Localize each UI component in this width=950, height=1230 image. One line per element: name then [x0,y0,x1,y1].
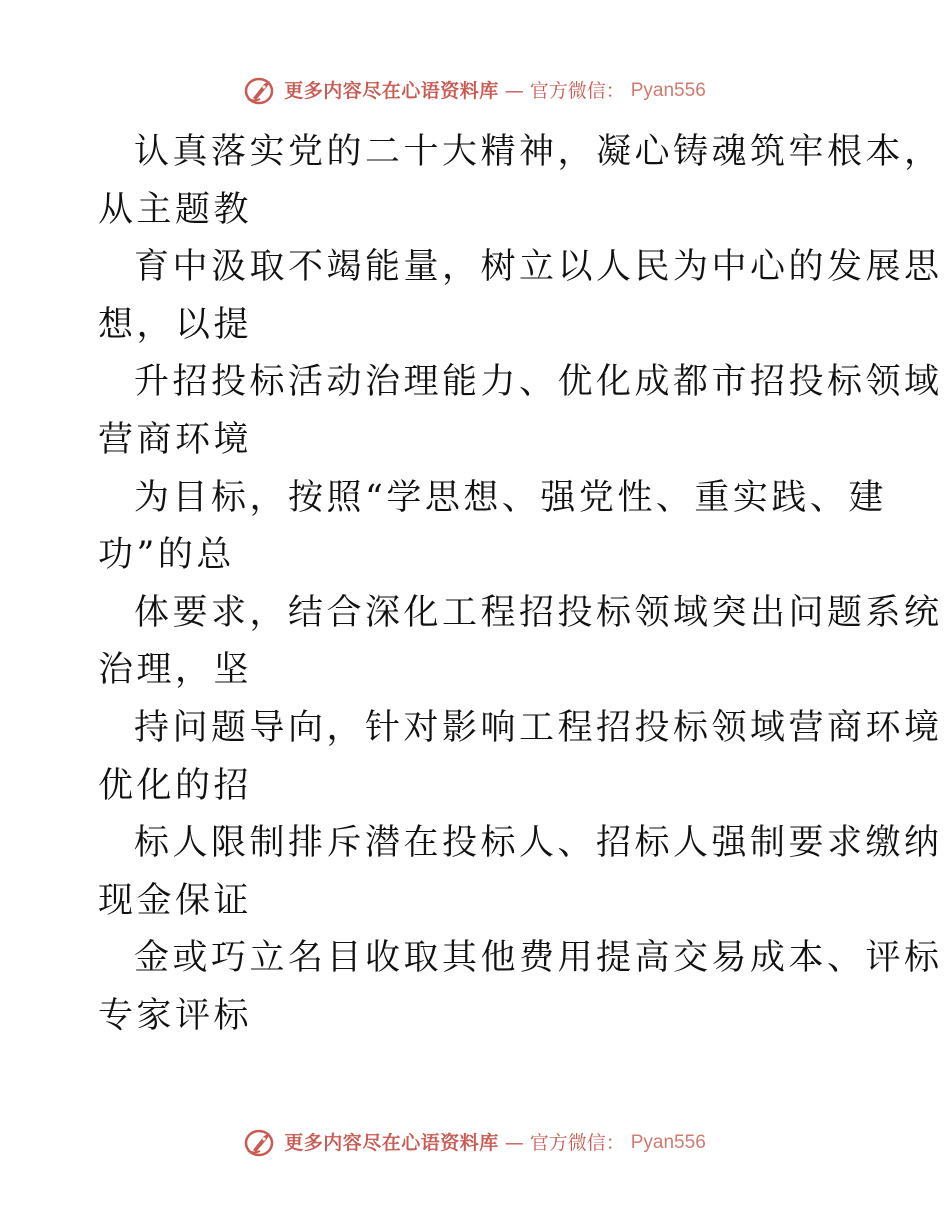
body-line: 从主题教 [98,189,253,230]
body-line: 专家评标 [98,995,253,1036]
brand-text: 更多内容尽在心语资料库 [284,1132,499,1154]
document-body [98,124,943,1046]
body-line: 标人限制排斥潜在投标人、招标人强制要求缴纳 [134,823,943,864]
wechat-label: 官方微信： [529,80,625,102]
body-line: 体要求，结合深化工程招投标领域突出问题系统 [134,592,943,633]
body-line: 金或巧立名目收取其他费用提高交易成本、评标 [134,938,943,979]
body-line: 营商环境 [98,419,253,460]
wechat-id: Pyan556 [630,80,706,101]
body-line: 为目标，按照“学思想、强党性、重实践、建 [134,477,887,518]
body-line: 想，以提 [98,304,253,345]
body-line: 认真落实党的二十大精神，凝心铸魂筑牢根本， [134,132,943,172]
pen-nib-logo-icon [244,1128,278,1158]
wechat-label: 官方微信： [529,1132,625,1154]
footer-watermark [0,1128,950,1158]
body-line: 现金保证 [98,880,253,921]
separator-dash: — [504,1132,524,1154]
body-line: 升招投标活动治理能力、优化成都市招投标领域 [134,362,943,403]
brand-text: 更多内容尽在心语资料库 [284,80,499,102]
pen-nib-logo-icon [244,76,278,106]
wechat-id: Pyan556 [630,1132,706,1153]
body-line: 持问题导向，针对影响工程招投标领域营商环境 [134,707,943,748]
body-line: 优化的招 [98,765,253,806]
separator-dash: — [504,80,524,102]
body-line: 育中汲取不竭能量，树立以人民为中心的发展思 [134,247,943,288]
header-watermark [0,76,950,106]
body-line: 治理，坚 [98,650,253,691]
body-line: 功”的总 [98,535,235,576]
